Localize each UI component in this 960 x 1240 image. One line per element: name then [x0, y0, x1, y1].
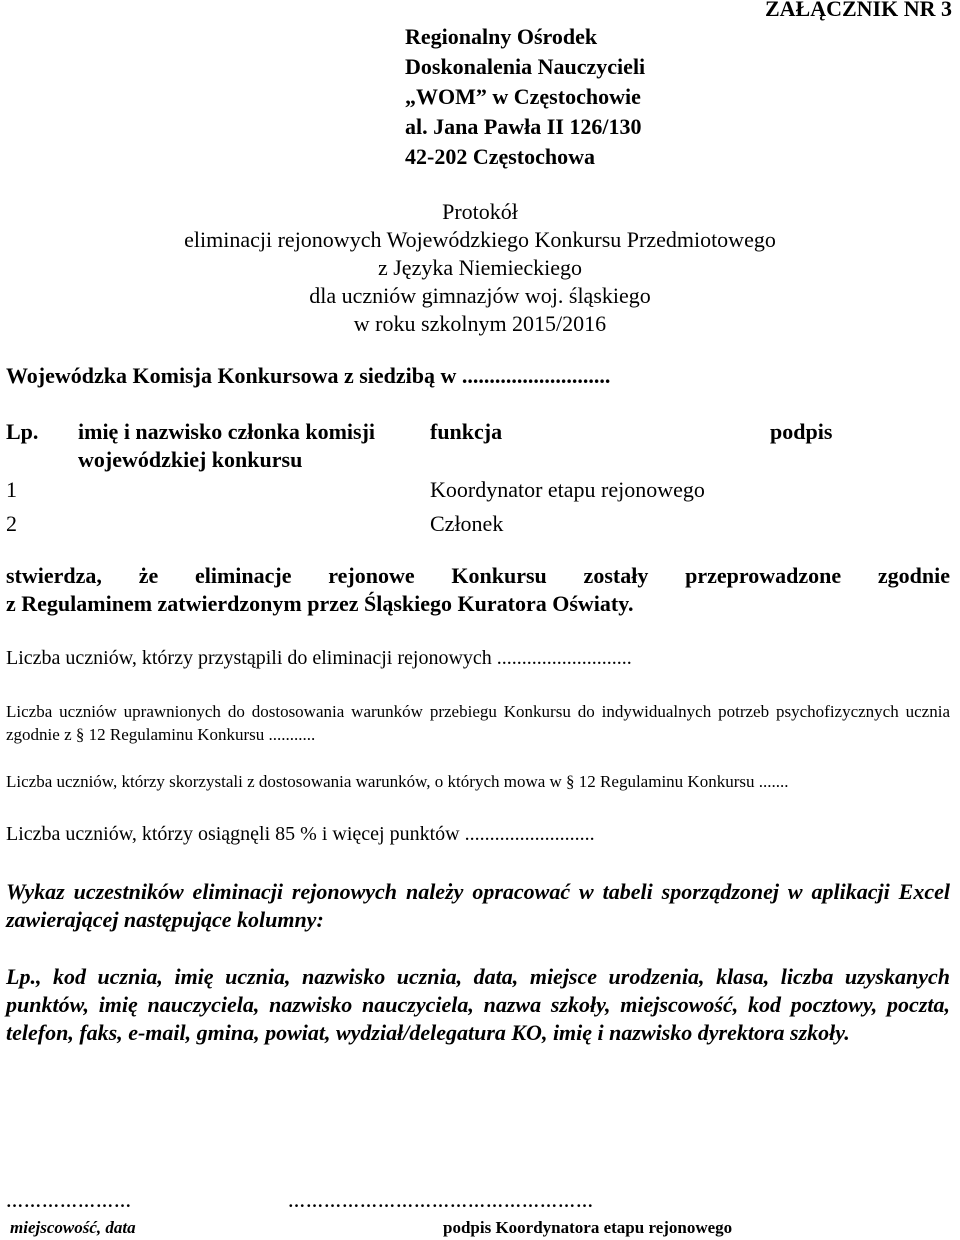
row-signature-cell[interactable]	[764, 508, 960, 542]
statement-line-2: z Regulaminem zatwierdzonym przez Śląskiego Kuratora Oświaty.	[6, 591, 634, 616]
protocol-line-2: eliminacji rejonowych Wojewódzkiego Konkursu Przedmiotowego	[184, 227, 776, 252]
header-lp: Lp.	[6, 419, 39, 444]
protocol-line-5: w roku szkolnym 2015/2016	[353, 311, 607, 336]
row-function: Koordynator etapu rejonowego	[430, 477, 705, 502]
count-participants: Liczba uczniów, którzy przystąpili do eliminacji rejonowych ...........................	[6, 647, 632, 669]
row-function: Członek	[430, 511, 504, 536]
members-table	[0, 418, 960, 542]
count-entitled: Liczba uczniów uprawnionych do dostosowania warunków przebiegu Konkursu do indywidualnych potrzeb psychofizycznych ucznia zgodnie z § 12 Regulaminu Konkursu ...........	[6, 702, 950, 744]
protocol-line-4: dla uczniów gimnazjów woj. śląskiego	[309, 283, 651, 308]
org-line-1: Regionalny Ośrodek	[405, 24, 598, 49]
members-table-header	[0, 418, 960, 474]
place-date-dots: …………………	[6, 1192, 132, 1211]
protocol-line-3: z Języka Niemieckiego	[377, 255, 582, 280]
coordinator-signature-dots: ……………………………………………	[288, 1192, 594, 1211]
attachment-label: ZAŁĄCZNIK NR 3	[764, 0, 952, 21]
statement-paragraph	[6, 562, 950, 618]
org-line-5: 42-202 Częstochowa	[405, 144, 596, 169]
header-signature: podpis	[770, 419, 833, 444]
row-name-cell[interactable]	[72, 508, 424, 542]
header-name-line-1: imię i nazwisko członka komisji	[78, 419, 376, 444]
columns-list: Lp., kod ucznia, imię ucznia, nazwisko ucznia, data, miejsce urodzenia, klasa, liczba uzyskanych punktów, imię nauczyciela, nazwisko nauczyciela, nazwa szkoły, miejscowość, kod pocztowy, poczta, telefon, faks, e-mail, gmina, powiat, wydział/delegatura KO, imię i nazwisko dyrektora szkoły.	[6, 964, 950, 1045]
coordinator-signature-label: podpis Koordynatora etapu rejonowego	[443, 1218, 733, 1237]
org-line-2: Doskonalenia Nauczycieli	[405, 54, 646, 79]
place-date-label: miejscowość, data	[10, 1218, 136, 1237]
list-instruction: Wykaz uczestników eliminacji rejonowych należy opracować w tabeli sporządzonej w aplikacji Excel zawierającej następujące kolumny:	[6, 879, 950, 932]
count-85-percent: Liczba uczniów, którzy osiągnęli 85 % i więcej punktów ..........................	[6, 823, 595, 845]
count-used: Liczba uczniów, którzy skorzystali z dostosowania warunków, o których mowa w § 12 Regulaminu Konkursu .......	[6, 772, 789, 791]
protocol-line-1: Protokół	[442, 199, 518, 224]
row-signature-cell[interactable]	[764, 474, 960, 508]
commission-line: Wojewódzka Komisja Konkursowa z siedzibą w ...........................	[6, 363, 611, 388]
org-line-4: al. Jana Pawła II 126/130	[405, 114, 642, 139]
table-row	[0, 474, 960, 508]
table-row	[0, 508, 960, 542]
row-lp: 1	[6, 477, 17, 502]
row-lp: 2	[6, 511, 17, 536]
header-name	[72, 418, 424, 474]
header-function: funkcja	[430, 419, 503, 444]
header-name-line-2: wojewódzkiej konkursu	[78, 447, 303, 472]
row-name-cell[interactable]	[72, 474, 424, 508]
statement-line-1: stwierdza, że eliminacje rejonowe Konkursu zostały przeprowadzone zgodnie	[6, 563, 950, 588]
org-line-3: „WOM” w Częstochowie	[405, 84, 641, 109]
